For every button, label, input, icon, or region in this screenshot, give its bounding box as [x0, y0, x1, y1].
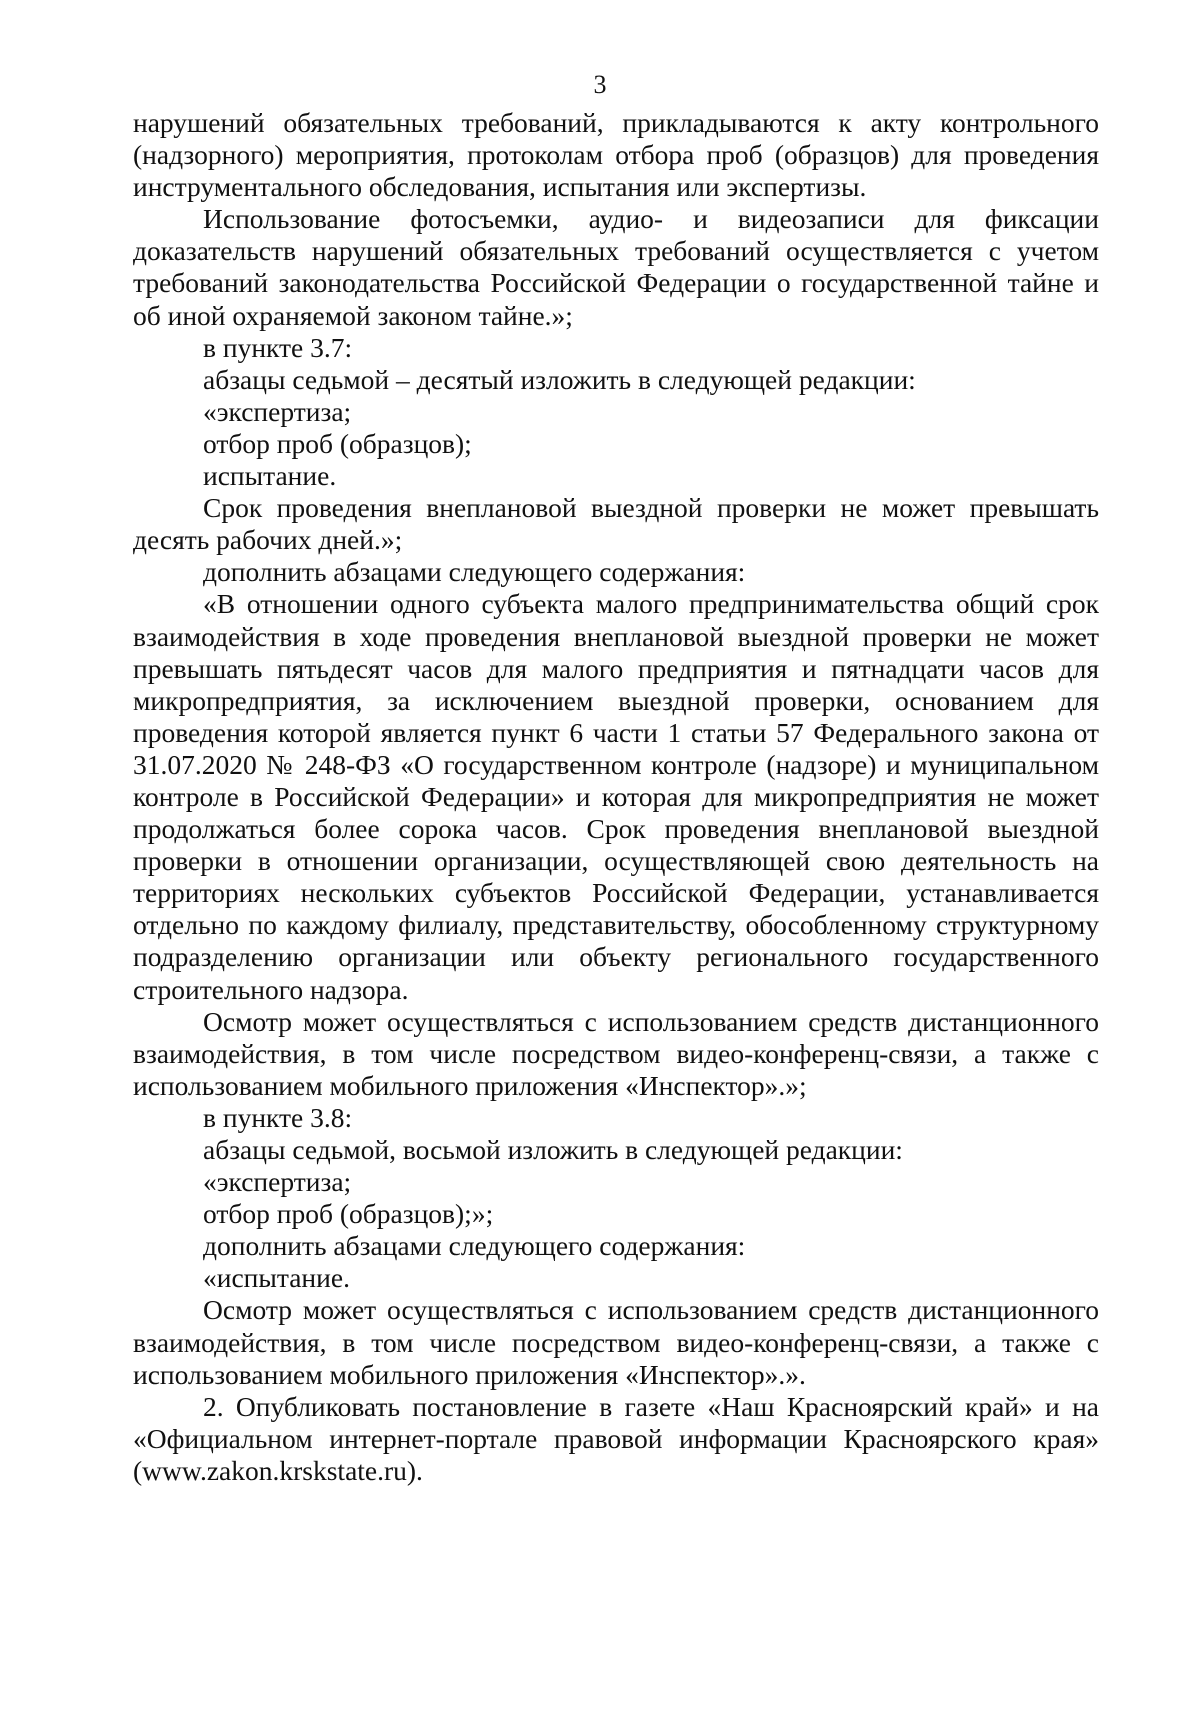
paragraph: в пункте 3.7: — [203, 331, 353, 363]
paragraph: отбор проб (образцов); — [203, 427, 472, 459]
document-body — [133, 107, 1099, 1487]
paragraph: Использование фотосъемки, аудио- и видеозаписи для фиксации доказательств нарушений обязательных требований осуществляется с учетом требований законодательства Российской Федерации о государственной тайне и об иной охраняемой законом тайне.»; — [133, 203, 1099, 331]
paragraph: абзацы седьмой – десятый изложить в следующей редакции: — [203, 363, 916, 395]
paragraph: «испытание. — [203, 1262, 350, 1294]
paragraph: Осмотр может осуществляться с использованием средств дистанционного взаимодействия, в том числе посредством видео-конференц-связи, а также с использованием мобильного приложения «Инспектор».». — [133, 1294, 1099, 1390]
paragraph: нарушений обязательных требований, прикладываются к акту контрольного (надзорного) мероприятия, протоколам отбора проб (образцов) для проведения инструментального обследования, испытания или экспертизы. — [133, 107, 1099, 203]
paragraph: Срок проведения внеплановой выездной проверки не может превышать десять рабочих дней.»; — [133, 492, 1099, 556]
paragraph: «экспертиза; — [203, 395, 352, 427]
paragraph: испытание. — [203, 460, 337, 492]
paragraph: дополнить абзацами следующего содержания: — [203, 1230, 746, 1262]
paragraph: отбор проб (образцов);»; — [203, 1198, 494, 1230]
paragraph: абзацы седьмой, восьмой изложить в следующей редакции: — [203, 1134, 903, 1165]
paragraph: Осмотр может осуществляться с использованием средств дистанционного взаимодействия, в том числе посредством видео-конференц-связи, а также с использованием мобильного приложения «Инспектор».»; — [133, 1005, 1099, 1101]
paragraph: в пункте 3.8: — [203, 1101, 353, 1133]
page-number: 3 — [593, 70, 607, 99]
paragraph: дополнить абзацами следующего содержания: — [203, 556, 746, 588]
paragraph: «В отношении одного субъекта малого предпринимательства общий срок взаимодействия в ходе проведения внеплановой выездной проверки не может превышать пятьдесят часов для малого предприятия и пятнадцати часов для микропредприятия, за исключением выездной проверки, основанием для проведения которой является пункт 6 части 1 статьи 57 Федерального закона от 31.07.2020 № 248-ФЗ «О государственном контроле (надзоре) и муниципальном контроле в Российской Федерации» и которая для микропредприятия не может продолжаться более сорока часов. Срок проведения внеплановой выездной проверки в отношении организации, осуществляющей свою деятельность на территориях нескольких субъектов Российской Федерации, устанавливается отдельно по каждому филиалу, представительству, обособленному структурному подразделению организации или объекту регионального государственного строительного надзора. — [133, 588, 1099, 1005]
paragraph: «экспертиза; — [203, 1166, 352, 1198]
paragraph: 2. Опубликовать постановление в газете «Наш Красноярский край» и на «Официальном интернет-портале правовой информации Красноярского края» (www.zakon.krskstate.ru). — [133, 1390, 1099, 1486]
